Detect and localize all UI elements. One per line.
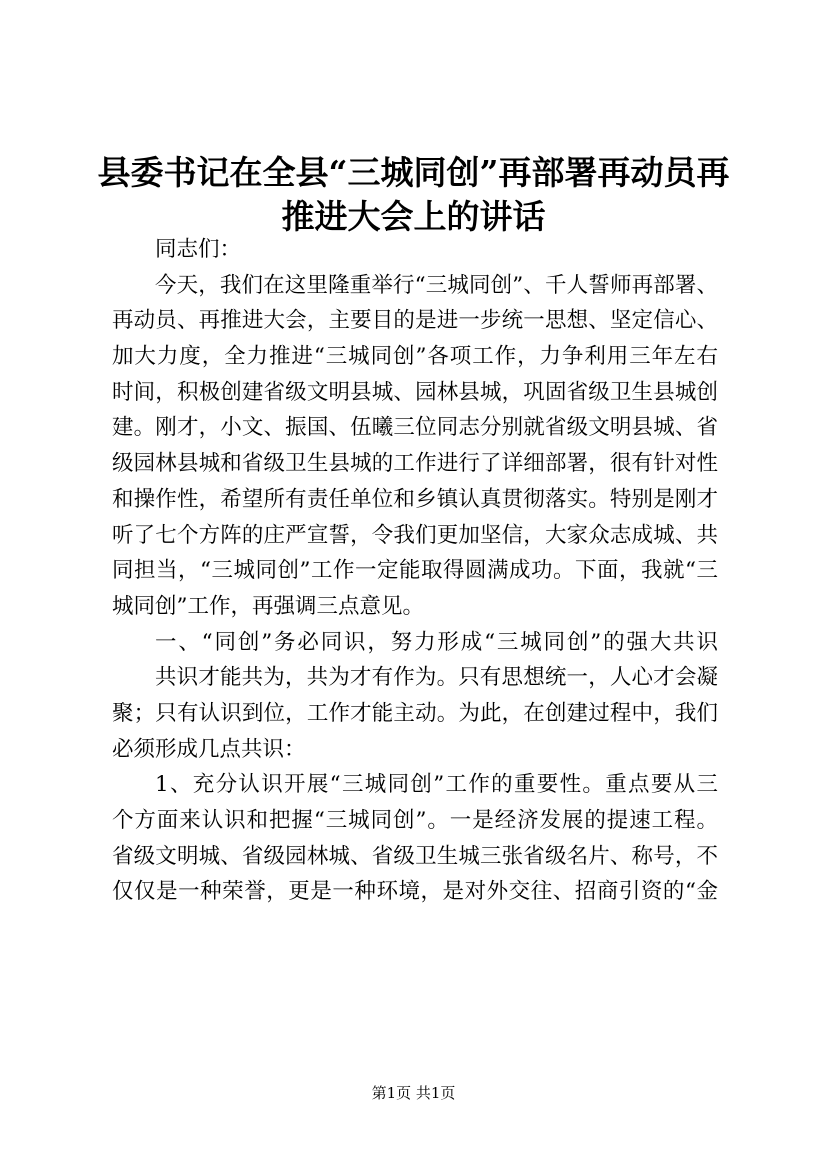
body-line: 省级文明城、省级园林城、省级卫生城三张省级名片、称号，不: [112, 843, 718, 869]
body-line: 1、充分认识开展“三城同创”工作的重要性。重点要从三: [155, 772, 718, 798]
body-line: 加大力度，全力推进“三城同创”各项工作，力争利用三年左右: [112, 344, 718, 370]
body-line: 建。刚才，小文、振国、伍曦三位同志分别就省级文明县城、省: [112, 415, 718, 441]
body-line: 聚；只有认识到位，工作才能主动。为此，在创建过程中，我们: [112, 700, 718, 726]
body-line: 和操作性，希望所有责任单位和乡镇认真贯彻落实。特别是刚才: [112, 486, 718, 512]
body-line: 听了七个方阵的庄严宣誓，令我们更加坚信，大家众志成城、共: [112, 522, 718, 548]
document-title-line-1: 县委书记在全县“三城同创”再部署再动员再: [97, 153, 730, 192]
body-line: 同担当，“三城同创”工作一定能取得圆满成功。下面，我就“三: [112, 558, 718, 584]
document-body: [112, 232, 718, 910]
body-line: 城同创”工作，再强调三点意见。: [112, 593, 424, 619]
body-line: 必须形成几点共识：: [112, 736, 306, 762]
body-line: 时间，积极创建省级文明县城、园林县城，巩固省级卫生县城创: [112, 379, 718, 405]
body-line: 个方面来认识和把握“三城同创”。一是经济发展的提速工程。: [112, 808, 718, 833]
body-line: 今天，我们在这里隆重举行“三城同创”、千人誓师再部署、: [155, 272, 718, 298]
body-line: 级园林县城和省级卫生县城的工作进行了详细部署，很有针对性: [112, 451, 718, 477]
body-line: 再动员、再推进大会，主要目的是进一步统一思想、坚定信心、: [112, 308, 718, 334]
body-line: 一、“同创”务必同识，努力形成“三城同创”的强大共识: [155, 629, 718, 655]
body-line: 仅仅是一种荣誉，更是一种环境，是对外交往、招商引资的“金: [112, 879, 718, 905]
body-line: 共识才能共为，共为才有作为。只有思想统一，人心才会凝: [155, 665, 718, 691]
body-line: 同志们：: [155, 237, 242, 262]
document-title-line-2: 推进大会上的讲话: [281, 197, 546, 236]
page-footer: 第1页 共1页: [371, 1084, 456, 1102]
